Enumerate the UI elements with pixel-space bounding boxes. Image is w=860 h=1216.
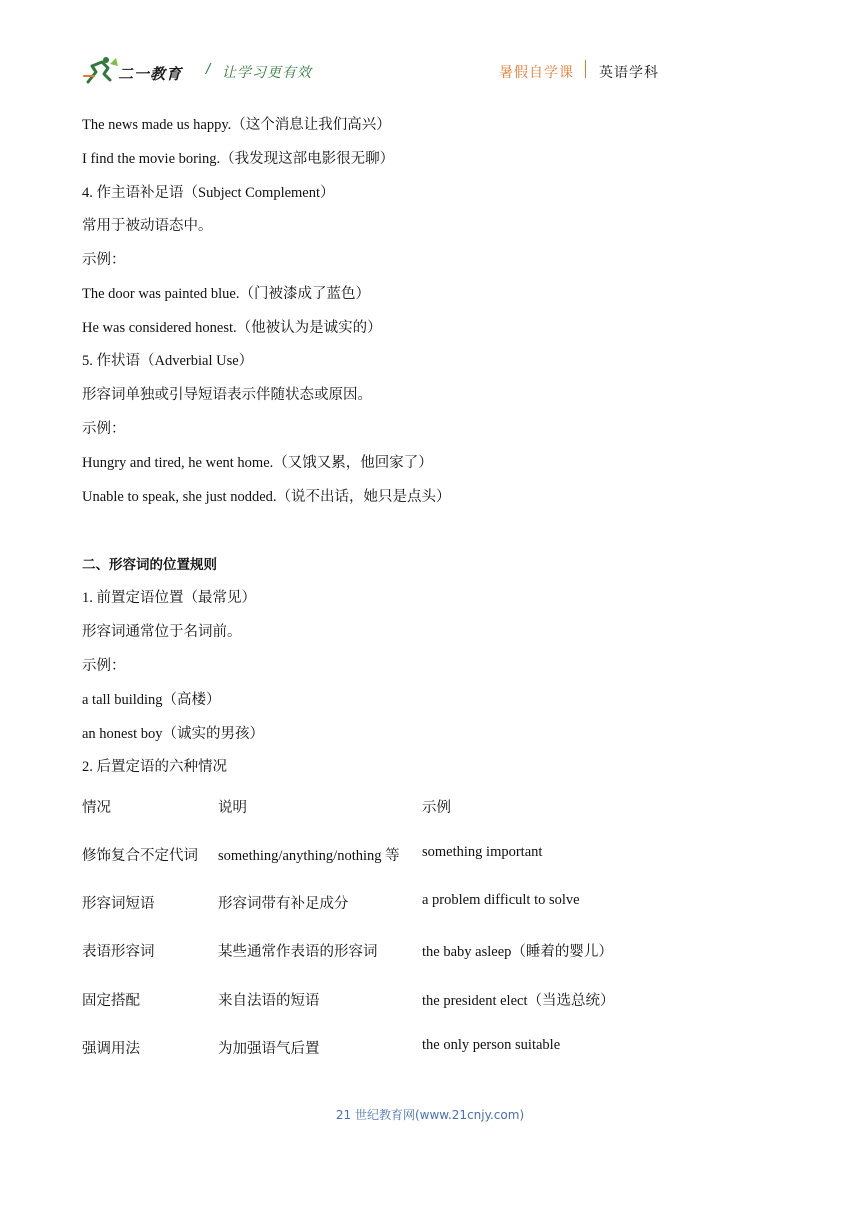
table-cell: a problem difficult to solve: [422, 892, 580, 908]
page-header: [82, 54, 682, 90]
table-header-cell: 示例: [422, 800, 451, 816]
table-row: [82, 989, 682, 1019]
header-slash: /: [206, 62, 211, 77]
table-cell: 形容词带有补足成分: [218, 896, 349, 912]
header-subject: 英语学科: [599, 65, 659, 81]
table-row: [82, 892, 682, 922]
text-line: 示例：: [82, 658, 126, 674]
table-row: [82, 844, 682, 874]
table-cell: something/anything/nothing 等: [218, 848, 400, 864]
subheading: 5. 作状语（Adverbial Use）: [82, 353, 254, 369]
page-footer: 21 世纪教育网(www.21cnjy.com): [335, 1108, 525, 1122]
table-header-cell: 情况: [82, 800, 111, 816]
text-line: Unable to speak, she just nodded.（说不出话，她只是点头）: [82, 489, 451, 505]
text-line: Hungry and tired, he went home.（又饿又累，他回家了）: [82, 455, 433, 471]
table-cell: 某些通常作表语的形容词: [218, 944, 378, 960]
table-header-row: [82, 796, 682, 826]
text-line: 常用于被动语态中。: [82, 218, 213, 234]
text-line: 形容词通常位于名词前。: [82, 624, 242, 640]
table-cell: 表语形容词: [82, 944, 155, 960]
table-cell: 为加强语气后置: [218, 1041, 320, 1057]
text-line: a tall building（高楼）: [82, 692, 221, 708]
header-course: 暑假自学课: [499, 65, 574, 81]
text-line: 示例：: [82, 421, 126, 437]
table-cell: 来自法语的短语: [218, 993, 320, 1009]
text-line: I find the movie boring.（我发现这部电影很无聊）: [82, 151, 395, 167]
table-cell: 形容词短语: [82, 896, 155, 912]
logo-text: 二一教育: [118, 65, 183, 83]
table-row: [82, 940, 682, 970]
table-cell: 修饰复合不定代词: [82, 848, 198, 864]
subheading: 1. 前置定语位置（最常见）: [82, 590, 256, 606]
table-cell: 强调用法: [82, 1041, 140, 1057]
table-row: [82, 1037, 682, 1067]
text-line: He was considered honest.（他被认为是诚实的）: [82, 320, 382, 336]
section-heading: 二、形容词的位置规则: [82, 557, 217, 573]
table-cell: the president elect（当选总统）: [422, 993, 615, 1009]
table-cell: the only person suitable: [422, 1037, 561, 1053]
subheading: 2. 后置定语的六种情况: [82, 759, 227, 775]
text-line: an honest boy（诚实的男孩）: [82, 726, 265, 742]
text-line: 示例：: [82, 252, 126, 268]
text-line: The news made us happy.（这个消息让我们高兴）: [82, 117, 391, 133]
table-cell: something important: [422, 844, 543, 860]
subheading: 4. 作主语补足语（Subject Complement）: [82, 185, 335, 201]
header-slogan: 让学习更有效: [222, 65, 312, 81]
table-cell: 固定搭配: [82, 993, 140, 1009]
text-line: The door was painted blue.（门被漆成了蓝色）: [82, 286, 370, 302]
text-line: 形容词单独或引导短语表示伴随状态或原因。: [82, 387, 372, 403]
table-header-cell: 说明: [218, 800, 247, 816]
header-divider: [585, 60, 586, 78]
table-cell: the baby asleep（睡着的婴儿）: [422, 944, 613, 960]
